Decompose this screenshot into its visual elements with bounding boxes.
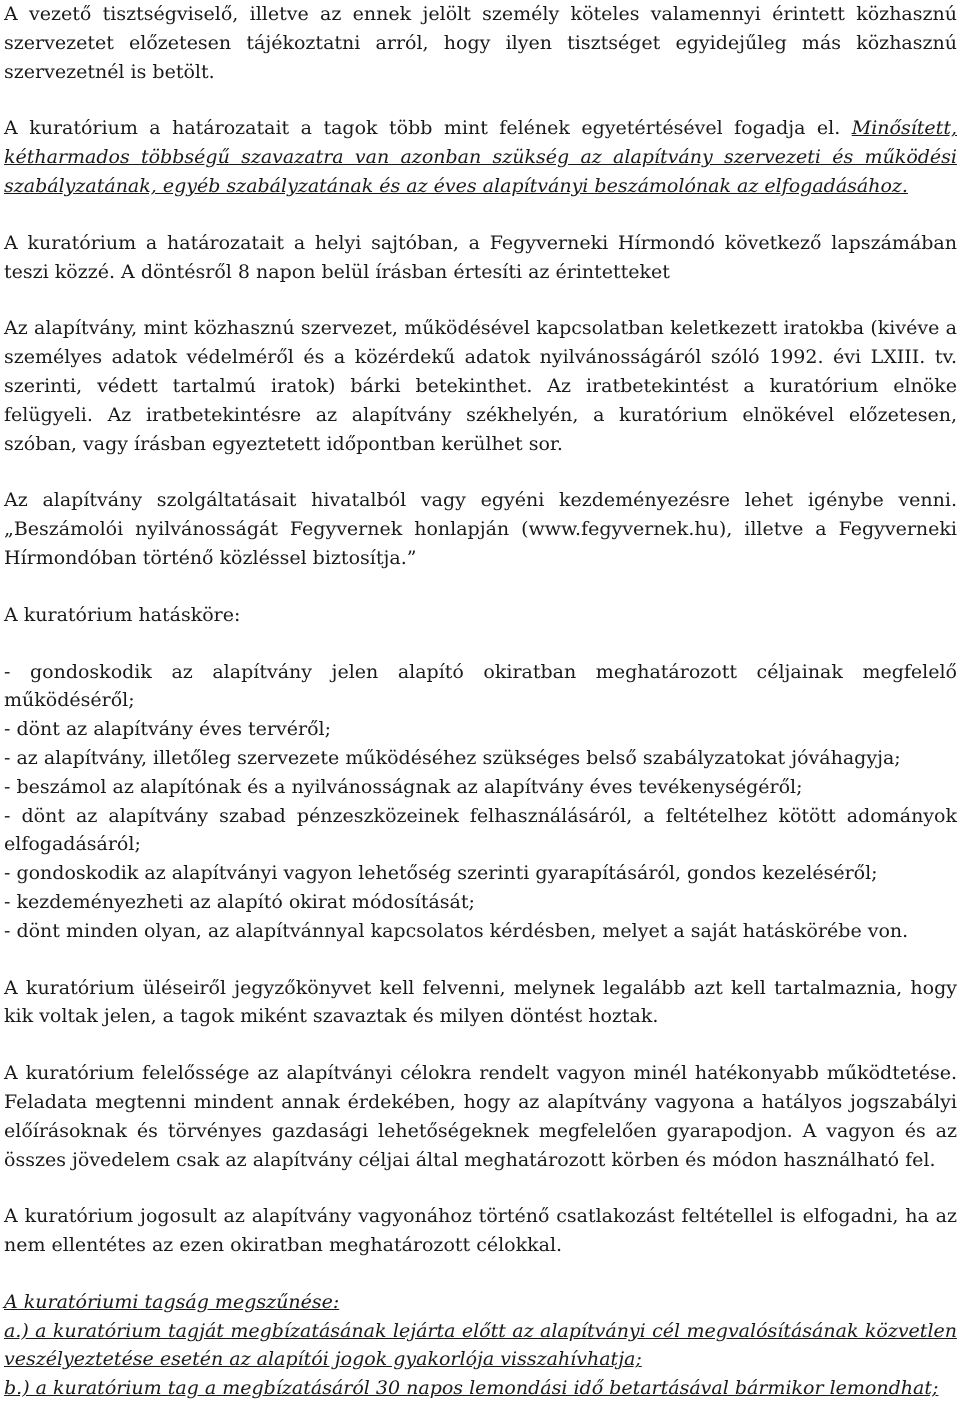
- list-item: - dönt minden olyan, az alapítvánnyal kapcsolatos kérdésben, melyet a saját hatáskörébe von.: [4, 919, 909, 942]
- decisions-normal-text: A kuratórium a határozatait a tagok több mint felének egyetértésével fogadja el.: [4, 117, 852, 140]
- list-item: - gondoskodik az alapítvány jelen alapító okiratban meghatározott céljainak megfelelő működéséről;: [4, 660, 957, 712]
- paragraph-accession: A kuratórium jogosult az alapítvány vagyonához történő csatlakozást feltétellel is elfogadni, ha az nem ellentétes az ezen okiratban meghatározott célokkal.: [4, 1205, 957, 1257]
- list-item: - beszámol az alapítónak és a nyilvánosságnak az alapítvány éves tevékenységéről;: [4, 775, 803, 798]
- list-item: - dönt az alapítvány szabad pénzeszközeinek felhasználásáról, a feltételhez kötött adományok elfogadásáról;: [4, 804, 957, 856]
- paragraph-services: Az alapítvány szolgáltatásait hivatalból vagy egyéni kezdeményezésre lehet igénybe venni. „Beszámolói nyilvánosságát Fegyvernek honlapján (www.fegyvernek.hu), illetve a Fegyverneki Hírmondóban történő közléssel biztosítja.”: [4, 489, 957, 569]
- list-item: - dönt az alapítvány éves tervéről;: [4, 718, 331, 741]
- termination-item-a: a.) a kuratórium tagját megbízatásának lejárta előtt az alapítványi cél megvalósításának közvetlen veszélyeztetése esetén az alapítói jogok gyakorlója visszahívhatja;: [4, 1319, 957, 1371]
- list-item: - kezdeményezheti az alapító okirat módosítását;: [4, 890, 475, 913]
- heading-membership-termination: A kuratóriumi tagság megszűnése:: [4, 1290, 340, 1313]
- termination-item-b: b.) a kuratórium tag a megbízatásáról 30 napos lemondási idő betartásával bármikor lemondhat;: [4, 1377, 939, 1400]
- paragraph-officer-notice: A vezető tisztségviselő, illetve az ennek jelölt személy köteles valamennyi érintett közhasznú szervezetet előzetesen tájékoztatni arról, hogy ilyen tisztséget egyidejűleg más közhasznú szervezetnél is betölt.: [4, 3, 957, 83]
- paragraph-document-access: Az alapítvány, mint közhasznú szervezet, működésével kapcsolatban keletkezett iratokba (kivéve a személyes adatok védelméről és a közérdekű adatok nyilvánosságáról szóló 1992. évi LXIII. tv. szerinti, védett tartalmú iratok) bárki betekinthet. Az iratbetekintést a kuratórium elnöke felügyeli. Az iratbetekintésre az alapítvány székhelyén, a kuratórium elnökével előzetesen, szóban, vagy írásban egyeztetett időpontban kerülhet sor.: [4, 317, 957, 455]
- decisions-qualified-majority-text: Minősített, kétharmados többségű szavazatra van azonban szükség az alapítvány szervezeti és működési szabályzatának, egyéb szabályzatának és az éves alapítványi beszámolónak az elfogadásához.: [4, 117, 957, 197]
- paragraph-responsibility: A kuratórium felelőssége az alapítványi célokra rendelt vagyon minél hatékonyabb működtetése. Feladata megtenni mindent annak érdekében, hogy az alapítvány vagyona a hatályos jogszabályi előírásoknak és törvényes gazdasági lehetőségeknek megfelelően gyarapodjon. A vagyon és az összes jövedelem csak az alapítvány céljai által meghatározott körben és módon használható fel.: [4, 1062, 957, 1171]
- heading-authority: A kuratórium hatásköre:: [4, 603, 241, 626]
- paragraph-decisions: [4, 114, 957, 200]
- paragraph-publication: A kuratórium a határozatait a helyi sajtóban, a Fegyverneki Hírmondó következő lapszámában teszi közzé. A döntésről 8 napon belül írásban értesíti az érintetteket: [4, 231, 957, 283]
- list-item: - az alapítvány, illetőleg szervezete működéséhez szükséges belső szabályzatokat jóváhagyja;: [4, 746, 901, 769]
- paragraph-minutes: A kuratórium üléseiről jegyzőkönyvet kell felvenni, melynek legalább azt kell tartalmaznia, hogy kik voltak jelen, a tagok miként szavaztak és milyen döntést hoztak.: [4, 976, 957, 1028]
- list-item: - gondoskodik az alapítványi vagyon lehetőség szerinti gyarapításáról, gondos kezeléséről;: [4, 862, 878, 885]
